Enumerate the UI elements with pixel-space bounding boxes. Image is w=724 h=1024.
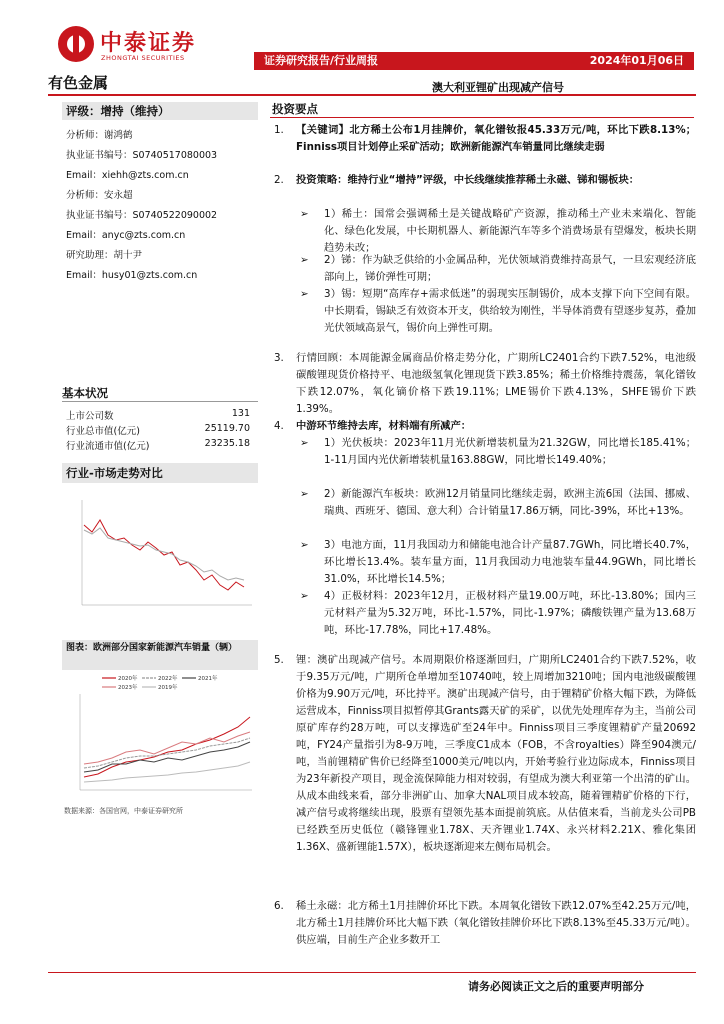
point-2 bbox=[270, 172, 696, 189]
basic-status-title: 基本状况 bbox=[62, 384, 258, 402]
point-number: 5. bbox=[274, 654, 284, 666]
basic-key: 行业流通市值(亿元) bbox=[66, 441, 150, 452]
sub-item-text: 1）稀土：国常会强调稀土是关键战略矿产资源，推动稀土产业未来端化、智能化、绿色化发展，中长期机器人、新能源汽车等多个消费场景有望爆发，板块长期趋势未改； bbox=[324, 208, 696, 254]
sub-item bbox=[300, 435, 696, 469]
point-text: 稀土永磁：北方稀土1月挂牌价环比下跌。本周氧化镨钕下跌12.07%至42.25万元/吨，北方稀土1月挂牌价环比大幅下跌（氧化镨钕挂牌价环比下跌8.13%至45.33万元/吨）。供应端，目前生产企业多数开工 bbox=[296, 900, 696, 946]
sub-item bbox=[300, 486, 696, 520]
sub-item bbox=[300, 588, 696, 639]
point-text: 锂：澳矿出现减产信号。本周期限价格逐渐回归，广期所LC2401合约下跌7.52%，收于9.35万元/吨，广期所仓单增加至10740吨，较上周增加3210吨；国内电池级碳酸锂价格为9.90万元/吨，环比持平。澳矿出现减产信号，由于锂精矿价格大幅下跌，为降低运营成本，Finniss项目拟暂停其Grants露天矿的采矿，以优先处理库存为主，当前公司原矿库存约28万吨，可以支撑选矿至24年中。Finniss项目三季度锂精矿产量20692吨，FY24产量指引为8-9万吨，三季度C1成本（FOB，不含royalties）降至904澳元/吨，当前锂精矿售价已经降至1000美元/吨以内，开始考验行业边际成本，Finniss项目为23年新投产项目，现金流保障能力相对较弱，有望成为澳大利亚第一个出清的矿山。从成本曲线来看，部分非洲矿山、加拿大NAL项目成本较高，随着锂精矿价格的下行，减产信号或将继续出现，股票有望领先基本面提前筑底。从估值来看，当前龙头公司PB已经跌至历史低位（赣锋锂业1.78X、天齐锂业1.74X、永兴材料2.21X、雅化集团1.36X、盛新锂能1.57X），板块逐渐迎来左侧布局机会。 bbox=[296, 654, 696, 853]
analyst-2: 分析师：安永超 bbox=[66, 190, 133, 201]
sub-item-text: 3）锡：短期“高库存+需求低迷”的弱现实压制锡价，成本支撑下向下空间有限。中长期看，锡缺乏有效资本开支，供给较为刚性，半导体消费有望逐步复苏，叠加光伏领域高景气，锡价向上弹性可期。 bbox=[324, 288, 696, 334]
sub-item-text: 3）电池方面，11月我国动力和储能电池合计产量87.7GWh，同比增长40.7%，环比增长13.4%。装车量方面，11月我国动力电池装车量44.9GWh，同比增长31.0%，环比增长14.5%； bbox=[324, 539, 696, 585]
point-text: 投资策略：维持行业“增持”评级，中长线继续推荐稀土永磁、锑和锡板块： bbox=[296, 174, 640, 186]
arrow-bullet-icon: ➢ bbox=[300, 208, 309, 220]
logo-name-cn: 中泰证券 bbox=[100, 31, 197, 56]
legend-label: 2022年 bbox=[158, 676, 178, 682]
analyst-2-email: Email：anyc@zts.com.cn bbox=[66, 230, 186, 241]
basic-key: 行业总市值(亿元) bbox=[66, 426, 140, 437]
sub-item-text: 1）光伏板块：2023年11月光伏新增装机量为21.32GW，同比增长185.41%；1-11月国内光伏新增装机量163.88GW，同比增长149.40%； bbox=[324, 437, 696, 466]
arrow-bullet-icon: ➢ bbox=[300, 254, 309, 266]
arrow-bullet-icon: ➢ bbox=[300, 437, 309, 449]
basic-row bbox=[66, 408, 250, 422]
sub-item-text: 4）正极材料：2023年12月，正极材料产量19.00万吨，环比-13.80%；国内三元材料产量为5.32万吨，环比-1.57%，同比-1.97%；磷酸铁锂产量为13.68万吨，环比-17.78%，同比+17.48%。 bbox=[324, 590, 696, 636]
ev-sales-chart bbox=[62, 672, 258, 800]
series-line bbox=[84, 738, 250, 768]
rating-box: 评级：增持（维持） bbox=[62, 102, 258, 120]
point-5 bbox=[270, 652, 696, 856]
basic-value: 25119.70 bbox=[204, 423, 250, 434]
sub-item-text: 2）锑：作为缺乏供给的小金属品种，光伏领域消费维持高景气，一旦宏观经济底部向上，锑价弹性可期； bbox=[324, 254, 696, 283]
analyst-1: 分析师：谢鸿鹤 bbox=[66, 130, 133, 141]
legend-label: 2021年 bbox=[198, 676, 218, 682]
basic-row bbox=[66, 438, 250, 452]
point-number: 3. bbox=[274, 352, 284, 364]
point-number: 4. bbox=[274, 420, 284, 432]
point-number: 1. bbox=[274, 124, 284, 136]
analyst-2-cert: 执业证书编号：S0740522090002 bbox=[66, 210, 218, 221]
basic-value: 23235.18 bbox=[204, 438, 250, 449]
footer-divider bbox=[48, 972, 696, 973]
logo-mark-icon bbox=[58, 26, 94, 62]
section-title: 投资要点 bbox=[270, 100, 694, 118]
series-line bbox=[84, 732, 250, 764]
point-number: 2. bbox=[274, 174, 284, 186]
trend-line-market bbox=[84, 528, 244, 580]
header-divider bbox=[48, 94, 696, 96]
report-date: 2024年01月06日 bbox=[589, 54, 684, 67]
trend-title: 行业-市场走势对比 bbox=[62, 463, 258, 483]
trend-chart bbox=[62, 490, 258, 615]
point-4 bbox=[270, 418, 696, 435]
report-title: 澳大利亚锂矿出现减产信号 bbox=[432, 81, 564, 94]
point-text: 行情回顾：本周能源金属商品价格走势分化，广期所LC2401合约下跌7.52%，电池级碳酸锂现货价格持平、电池级氢氧化锂现货下跌3.85%；稀土价格维持震荡，氧化镨钕下跌12.07%，氧化镝价格下跌19.11%；LME锡价下跌4.13%，SHFE锡价下跌1.39%。 bbox=[296, 352, 696, 415]
legend-label: 2023年 bbox=[118, 685, 138, 691]
point-1 bbox=[270, 122, 696, 156]
basic-row bbox=[66, 423, 250, 437]
assistant-email: Email：husy01@zts.com.cn bbox=[66, 270, 198, 281]
figure-source: 数据来源：各国官网，中泰证券研究所 bbox=[64, 807, 183, 815]
figure-caption: 图表：欧洲部分国家新能源汽车销量（辆） bbox=[62, 640, 258, 670]
sector-title: 有色金属 bbox=[48, 74, 109, 92]
sub-item bbox=[300, 537, 696, 588]
legend-label: 2020年 bbox=[118, 676, 138, 682]
report-type: 证券研究报告/行业周报 bbox=[264, 54, 379, 67]
trend-line-sector bbox=[84, 520, 244, 590]
logo-name-en: ZHONGTAI SECURITIES bbox=[101, 54, 185, 62]
point-3 bbox=[270, 350, 696, 418]
point-number: 6. bbox=[274, 900, 284, 912]
analyst-1-email: Email：xiehh@zts.com.cn bbox=[66, 170, 189, 181]
legend-label: 2019年 bbox=[158, 685, 178, 691]
point-text: 中游环节维持去库，材料端有所减产： bbox=[296, 420, 472, 432]
arrow-bullet-icon: ➢ bbox=[300, 590, 309, 602]
research-assistant: 研究助理：胡十尹 bbox=[66, 250, 143, 261]
point-6 bbox=[270, 898, 696, 949]
arrow-bullet-icon: ➢ bbox=[300, 539, 309, 551]
footer-disclaimer: 请务必阅读正文之后的重要声明部分 bbox=[468, 980, 644, 993]
sub-item bbox=[300, 206, 696, 257]
sub-item-text: 2）新能源汽车板块：欧洲12月销量同比继续走弱，欧洲主流6国（法国、挪威、瑞典、西班牙、德国、意大利）合计销量17.86万辆，同比-39%，环比+13%。 bbox=[324, 488, 696, 517]
analyst-1-cert: 执业证书编号：S0740517080003 bbox=[66, 150, 218, 161]
sub-item bbox=[300, 252, 696, 286]
sub-item bbox=[300, 286, 696, 337]
arrow-bullet-icon: ➢ bbox=[300, 288, 309, 300]
arrow-bullet-icon: ➢ bbox=[300, 488, 309, 500]
report-banner bbox=[254, 52, 694, 70]
basic-value: 131 bbox=[231, 408, 250, 419]
point-text: 【关键词】北方稀土公布1月挂牌价，氧化镨钕报45.33万元/吨，环比下跌8.13%；Finniss项目计划停止采矿活动；欧洲新能源汽车销量同比继续走弱 bbox=[296, 124, 696, 153]
company-logo bbox=[56, 22, 226, 70]
basic-key: 上市公司数 bbox=[66, 411, 114, 422]
